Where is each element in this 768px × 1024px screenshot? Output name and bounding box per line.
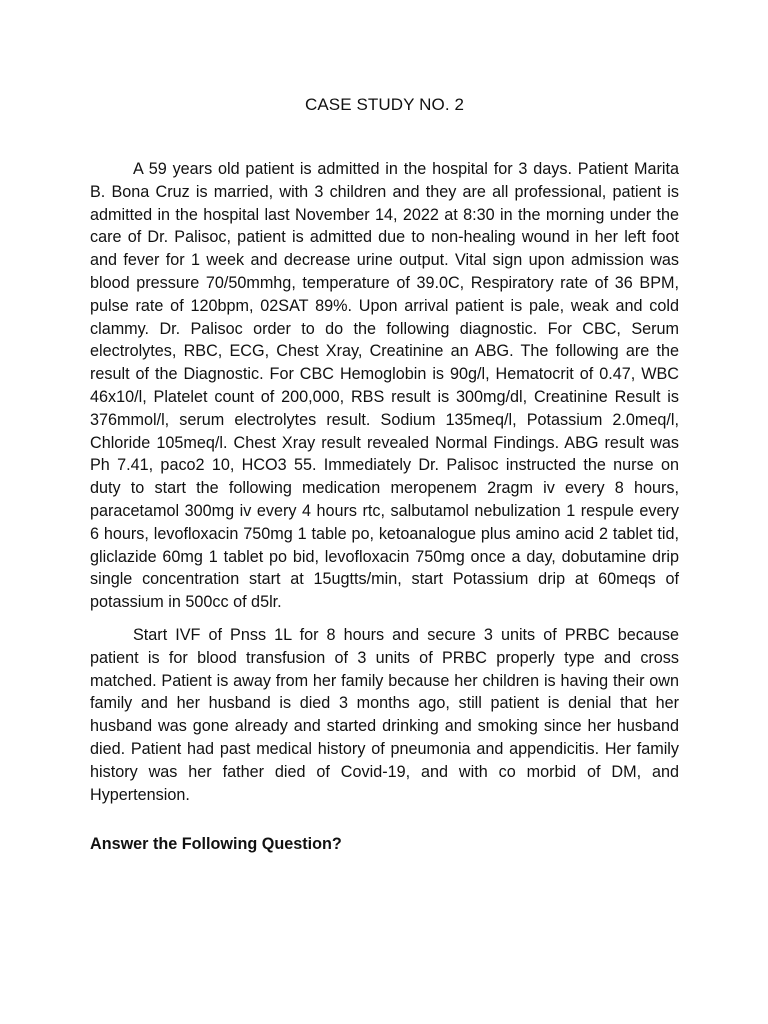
- case-paragraph-2: Start IVF of Pnss 1L for 8 hours and secure 3 units of PRBC because patient is for blood transfusion of 3 units of PRBC properly type and cross matched. Patient is away from her family because her children is having their own family and her husband is died 3 months ago, still patient is denial that her husband was gone already and started drinking and smoking since her husband died. Patient had past medical history of pneumonia and appendicitis. Her family history was her father died of Covid-19, and with co morbid of DM, and Hypertension.: [90, 625, 679, 804]
- case-study-title: CASE STUDY NO. 2: [304, 95, 465, 114]
- question-heading: Answer the Following Question?: [90, 835, 342, 854]
- case-paragraph-1: A 59 years old patient is admitted in the hospital for 3 days. Patient Marita B. Bona Cruz is married, with 3 children and they are all professional, patient is admitted in the hospital last November 14, 2022 at 8:30 in the morning under the care of Dr. Palisoc, patient is admitted due to non-healing wound in her left foot and fever for 1 week and decrease urine output. Vital sign upon admission was blood pressure 70/50mmhg, temperature of 39.0C, Respiratory rate of 36 BPM, pulse rate of 120bpm, 02SAT 89%. Upon arrival patient is pale, weak and cold clammy. Dr. Palisoc order to do the following diagnostic. For CBC, Serum electrolytes, RBC, ECG, Chest Xray, Creatinine an ABG. The following are the result of the Diagnostic. For CBC Hemoglobin is 90g/l, Hematocrit of 0.47, WBC 46x10/l, Platelet count of 200,000, RBS result is 300mg/dl, Creatinine Result is 376mmol/l, serum electrolytes result. Sodium 135meq/l, Potassium 2.0meq/l, Chloride 105meq/l. Chest Xray result revealed Normal Findings. ABG result was Ph 7.41, paco2 10, HCO3 55. Immediately Dr. Palisoc instructed the nurse on duty to start the following medication meropenem 2ragm iv every 8 hours, paracetamol 300mg iv every 4 hours rtc, salbutamol nebulization 1 respule every 6 hours, levofloxacin 750mg 1 table po, ketoanalogue plus amino acid 2 tablet tid, gliclazide 60mg 1 tablet po bid, levofloxacin 750mg once a day, dobutamine drip single concentration start at 15ugtts/min, start Potassium drip at 60meqs of potassium in 500cc of d5lr.: [90, 160, 679, 612]
